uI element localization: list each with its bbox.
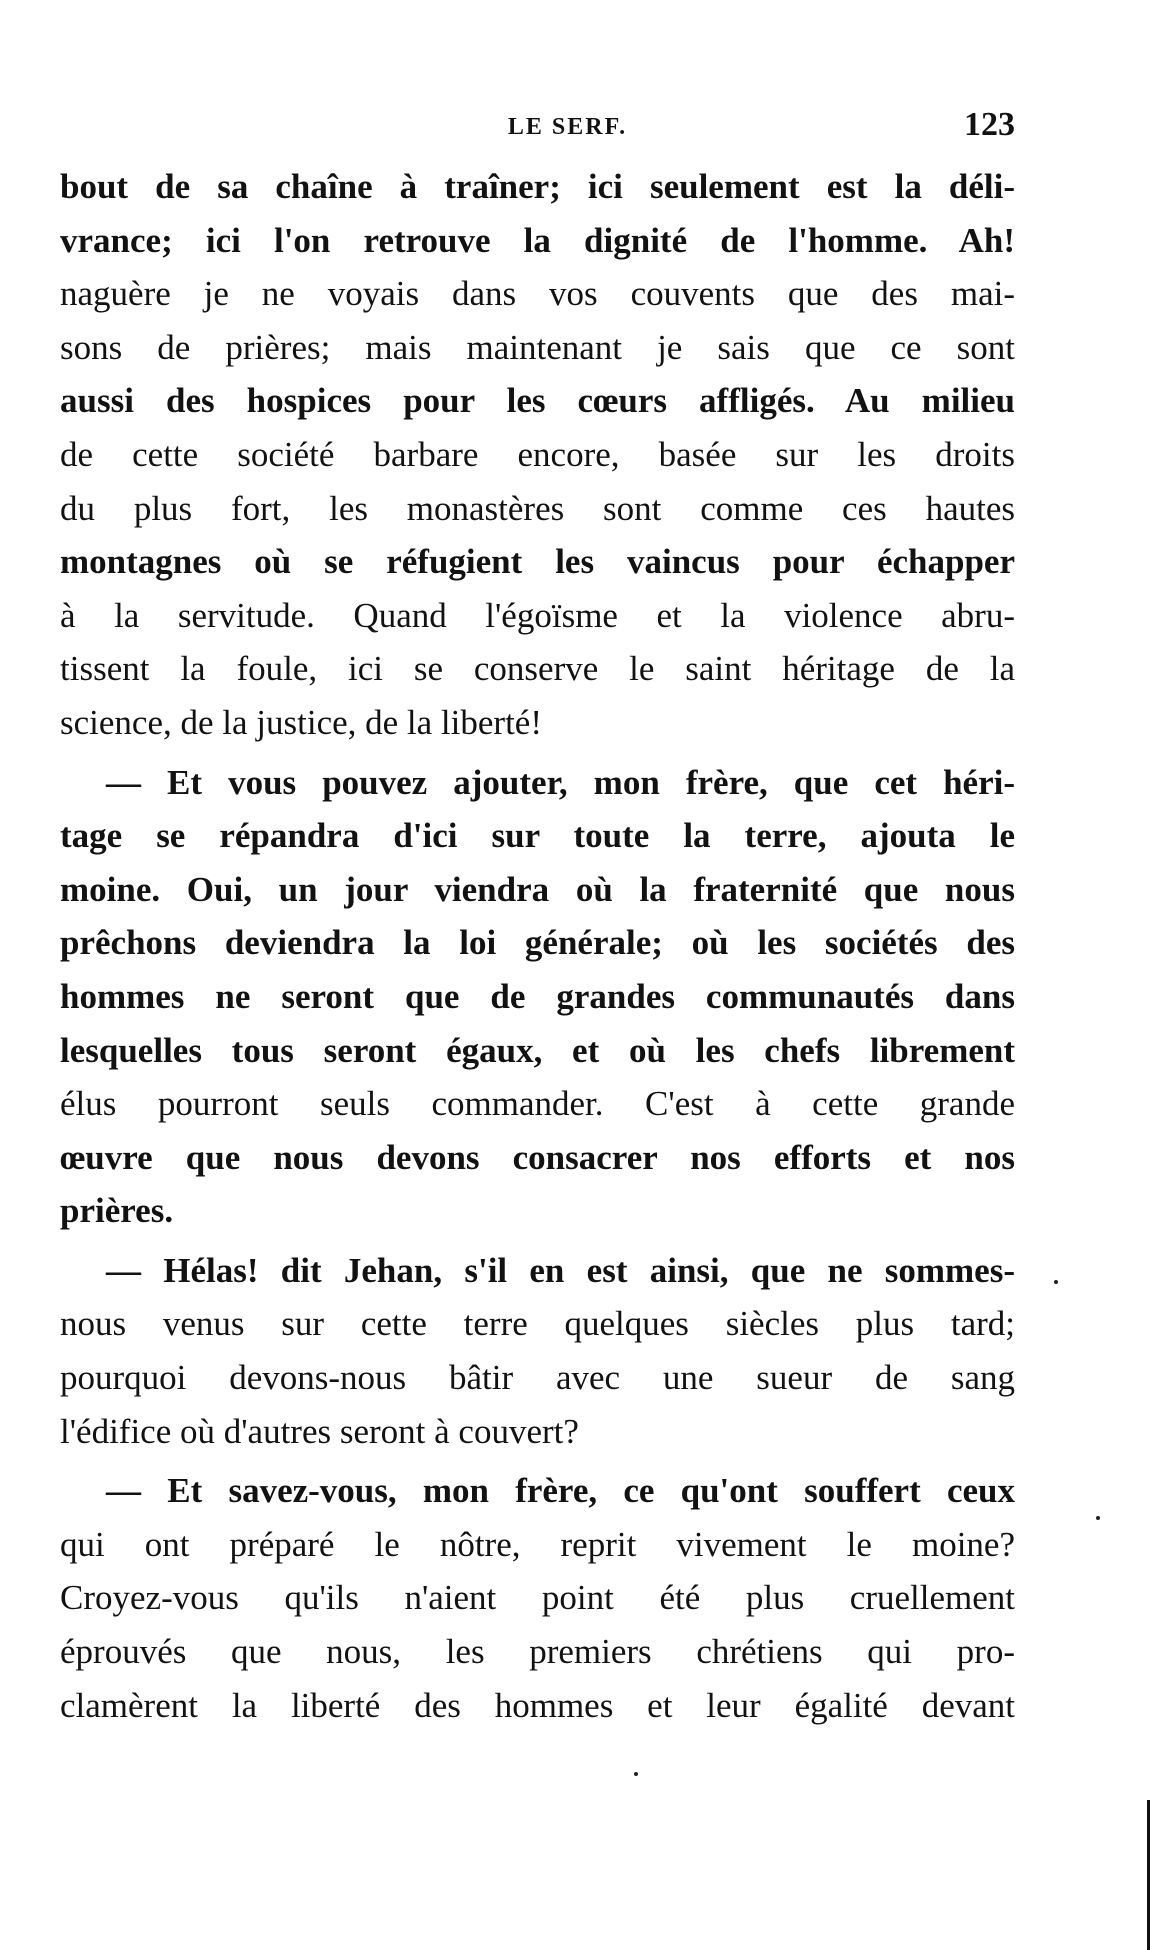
body-text bbox=[60, 160, 1015, 1732]
text-line: moine. Oui, un jour viendra où la fraternité que nous bbox=[60, 869, 1015, 909]
text-line: à la servitude. Quand l'égoïsme et la violence abru- bbox=[60, 595, 1015, 635]
text-line: Croyez-vous qu'ils n'aient point été plus cruellement bbox=[60, 1578, 1015, 1618]
text-line: qui ont préparé le nôtre, reprit vivement le moine? bbox=[60, 1524, 1015, 1564]
text-line: prêchons deviendra la loi générale; où les sociétés des bbox=[60, 923, 1015, 963]
text-line: clamèrent la liberté des hommes et leur égalité devant bbox=[60, 1685, 1015, 1725]
text-line: élus pourront seuls commander. C'est à cette grande bbox=[60, 1084, 1015, 1124]
text-line: — Et savez-vous, mon frère, ce qu'ont souffert ceux bbox=[106, 1471, 1015, 1511]
text-line: tage se répandra d'ici sur toute la terre, ajouta le bbox=[60, 816, 1015, 856]
text-line: nous venus sur cette terre quelques siècles plus tard; bbox=[60, 1304, 1015, 1344]
text-line: tissent la foule, ici se conserve le saint héritage de la bbox=[60, 649, 1015, 689]
text-line: pourquoi devons-nous bâtir avec une sueur de sang bbox=[60, 1358, 1015, 1398]
text-line: montagnes où se réfugient les vaincus pour échapper bbox=[60, 542, 1015, 582]
ink-speck bbox=[1054, 1280, 1058, 1284]
text-line: sons de prières; mais maintenant je sais que ce sont bbox=[60, 327, 1015, 367]
scan-edge-mark bbox=[1147, 1800, 1150, 1950]
text-line: vrance; ici l'on retrouve la dignité de l'homme. Ah! bbox=[60, 220, 1015, 260]
running-head: LE SERF. bbox=[507, 114, 628, 140]
ink-speck bbox=[634, 1772, 638, 1776]
text-line: hommes ne seront que de grandes communautés dans bbox=[60, 976, 1015, 1016]
text-line: naguère je ne voyais dans vos couvents que des mai- bbox=[60, 274, 1015, 314]
text-line: du plus fort, les monastères sont comme ces hautes bbox=[60, 488, 1015, 528]
text-line: prières. bbox=[60, 1191, 174, 1231]
text-line: œuvre que nous devons consacrer nos efforts et nos bbox=[60, 1137, 1015, 1177]
text-line: lesquelles tous seront égaux, et où les chefs librement bbox=[60, 1030, 1015, 1070]
text-line: — Et vous pouvez ajouter, mon frère, que cet héri- bbox=[106, 762, 1015, 802]
page-number: 123 bbox=[964, 106, 1015, 143]
text-line: l'édifice où d'autres seront à couvert? bbox=[60, 1411, 579, 1451]
text-line: science, de la justice, de la liberté! bbox=[60, 702, 542, 742]
ink-speck bbox=[1096, 1516, 1100, 1520]
text-line: de cette société barbare encore, basée sur les droits bbox=[60, 434, 1015, 474]
page-header bbox=[60, 108, 1015, 152]
text-line: — Hélas! dit Jehan, s'il en est ainsi, que ne sommes- bbox=[106, 1250, 1015, 1290]
text-line: aussi des hospices pour les cœurs affligés. Au milieu bbox=[60, 381, 1015, 421]
text-line: éprouvés que nous, les premiers chrétiens qui pro- bbox=[60, 1632, 1015, 1672]
text-line: bout de sa chaîne à traîner; ici seulement est la déli- bbox=[60, 167, 1015, 206]
